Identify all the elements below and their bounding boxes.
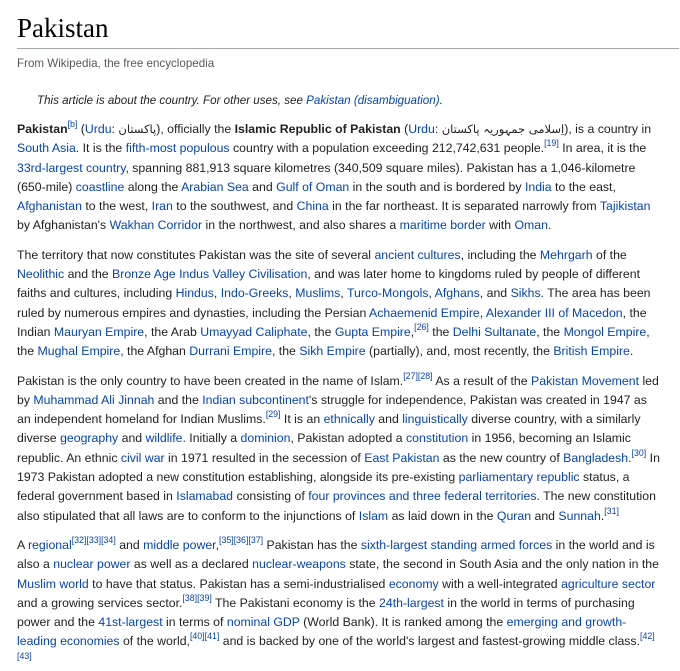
disambiguation-link[interactable]: Pakistan (disambiguation) [306,94,440,107]
link-provinces-and-territories[interactable]: four provinces and three federal territories [308,489,537,504]
text: state, the second in South Asia and the only nation in the [345,557,659,572]
text: , [340,286,347,301]
text: in the far northeast. It is separated narrowly from [328,199,600,214]
text: and [374,412,403,427]
footnote-link[interactable]: [29] [265,409,281,420]
text: . It is the [75,141,126,156]
text: Pakistan has the [263,537,361,552]
link-china[interactable]: China [296,199,329,214]
footnote-link[interactable]: [b] [67,119,78,129]
text: . The new constitution also stipulated that all laws are to conform to the injunctions of [17,489,656,523]
text: diverse country, with a similarly diverse [17,412,641,446]
link-agriculture-sector[interactable]: agriculture sector [561,576,656,591]
link-british-empire[interactable]: British Empire [553,344,630,359]
link-geography[interactable]: geography [60,431,119,446]
link-24th-largest[interactable]: 24th-largest [379,595,444,610]
bold-term: Pakistan [17,122,68,136]
text: and the [64,267,113,282]
link-umayyad-caliphate[interactable]: Umayyad Caliphate [200,324,308,339]
text: and [118,431,146,446]
text: : [111,122,119,136]
link-armed-forces[interactable]: sixth-largest standing armed forces [360,537,553,552]
link-constitution[interactable]: constitution [406,431,469,446]
urdu-link[interactable]: Urdu [408,122,435,136]
footnote-link[interactable]: [33] [86,534,102,545]
footnote-link[interactable]: [43] [17,650,32,661]
footnote-link[interactable]: [19] [544,138,559,149]
text: ( [400,122,409,136]
page-title: Pakistan [17,12,679,49]
text: , Pakistan adopted a [290,431,406,446]
text: as laid down in the [388,508,497,523]
paragraph-independence [17,372,662,526]
text: and [248,179,277,194]
text: in the world in terms of purchasing power and the [17,595,635,630]
link-islamabad[interactable]: Islamabad [176,489,234,504]
footnote-link[interactable]: [27] [403,370,418,381]
text: , [215,537,220,552]
text: A [17,537,28,552]
text: along the [124,179,182,194]
link-india[interactable]: India [524,179,552,194]
text: in the south and is bordered by [349,179,525,194]
footnote-link[interactable]: [37] [248,534,264,545]
text: to the southwest, and [172,199,297,214]
text: (World Bank). It is ranked among the [299,615,507,630]
text: In area, it is the [558,141,647,156]
text: with [485,218,515,233]
link-bronze-age[interactable]: Bronze Age [112,267,176,282]
link-dominion[interactable]: dominion [240,431,291,446]
text: with a well-integrated [438,576,562,591]
text: status, a federal government based in [17,470,630,504]
text: . [629,344,634,359]
text: as well as a declared [130,557,253,572]
footnote-link[interactable]: [38] [182,592,198,603]
link-wildlife[interactable]: wildlife [145,431,183,446]
text: : [434,122,442,136]
link-arabian-sea[interactable]: Arabian Sea [181,179,249,194]
text: 's struggle for independence, Pakistan was created in 1947 as an independent homeland for Indian Muslims. [17,392,647,427]
link-regional[interactable]: regional [27,537,72,552]
text: to have that status. Pakistan has a semi-industrialised [88,576,389,591]
text: ), is a country in [564,122,652,136]
link-mehrgarh[interactable]: Mehrgarh [539,247,593,262]
hatnote-end: . [439,94,443,107]
link-neolithic[interactable]: Neolithic [17,267,65,282]
text: , the Afghan [120,344,190,359]
text: , and [479,286,511,301]
link-ethnically[interactable]: ethnically [323,412,375,427]
footnote-link[interactable]: [40] [189,631,205,642]
text: by Afghanistan's [17,218,110,233]
link-bangladesh[interactable]: Bangladesh [563,450,629,465]
link-maritime-border[interactable]: maritime border [399,218,486,233]
link-hindus[interactable]: Hindus [175,286,214,301]
urdu-name: پاکستان [118,122,157,136]
footnote-link[interactable]: [39] [197,592,212,603]
link-middle-power[interactable]: middle power [143,537,216,552]
footnote-link[interactable]: [28] [417,370,433,381]
text: in the world and is also a [17,537,655,572]
link-wakhan-corridor[interactable]: Wakhan Corridor [109,218,203,233]
link-33rd-largest-country[interactable]: 33rd-largest country [17,160,126,175]
link-fifth-most-populous[interactable]: fifth-most populous [125,141,230,156]
link-alexander-iii[interactable]: Alexander III of Macedon [485,305,623,320]
text: The territory that now constitutes Pakistan was the site of several [17,247,375,262]
text: and [115,537,144,552]
text: , [410,324,415,339]
bold-term: Islamic Republic of Pakistan [234,122,401,136]
link-quran[interactable]: Quran [496,508,532,523]
link-muslims[interactable]: Muslims [295,286,341,301]
text: (partially), and, most recently, the [365,344,554,359]
text: . The area has been ruled by numerous empires and dynasties, including the Persian [17,286,651,320]
link-indian-subcontinent[interactable]: Indian subcontinent [202,392,309,407]
link-41st-largest[interactable]: 41st-largest [98,615,163,630]
link-turco-mongols[interactable]: Turco-Mongols [346,286,429,301]
text: Pakistan is the only country to have been created in the name of Islam. [17,373,404,388]
urdu-link[interactable]: Urdu [84,122,112,136]
link-parliamentary-republic[interactable]: parliamentary republic [458,470,580,485]
text: in the northwest, and also shares a [202,218,400,233]
text: and a growing services sector. [17,595,183,610]
link-gupta-empire[interactable]: Gupta Empire [334,324,411,339]
link-economy[interactable]: economy [388,576,439,591]
footnote-link[interactable]: [26] [414,321,429,332]
text: , the [536,324,564,339]
link-sunnah[interactable]: Sunnah [558,508,601,523]
hatnote-text: This article is about the country. For other uses, see [37,94,307,107]
link-ancient-cultures[interactable]: ancient cultures [374,247,461,262]
text: of the [592,247,627,262]
hatnote [37,92,670,110]
text: ( [77,122,85,136]
link-tajikistan[interactable]: Tajikistan [599,199,651,214]
site-tagline: From Wikipedia, the free encyclopedia [17,57,215,70]
link-indo-greeks[interactable]: Indo-Greeks [220,286,289,301]
link-sikh-empire[interactable]: Sikh Empire [299,344,366,359]
footnote-link[interactable]: [42] [640,631,655,642]
text: country with a population exceeding 212,742,631 people. [229,141,545,156]
text: led by [17,373,659,407]
text: . [547,218,552,233]
link-pakistan-movement[interactable]: Pakistan Movement [531,373,640,388]
text: in terms of [162,615,227,630]
text: In 1973 Pakistan adopted a new constitution establishing, alongside its pre-existing [17,450,660,485]
paragraph-intro [17,120,662,236]
link-afghanistan[interactable]: Afghanistan [17,199,82,214]
text: , and was later home to kingdoms ruled by people of different faiths and cultures, including [17,267,640,301]
text: , [288,286,296,301]
link-durrani-empire[interactable]: Durrani Empire [189,344,272,359]
text: , [213,286,221,301]
link-mughal-empire[interactable]: Mughal Empire [37,344,121,359]
link-iran[interactable]: Iran [151,199,173,214]
link-civil-war[interactable]: civil war [120,450,165,465]
urdu-official-name: اِسلامی جمہوریہ پاکستان [441,122,565,136]
text: ), officially the [156,122,235,136]
text: as the new country of [439,450,564,465]
text: and the [154,392,203,407]
text: , [479,305,486,320]
text: , the Indian [17,305,647,339]
link-oman[interactable]: Oman [514,218,548,233]
footnote-link[interactable]: [34] [101,534,116,545]
footnote-link[interactable]: [31] [604,505,619,516]
text: , the [17,324,650,359]
text: to the east, [551,179,616,194]
link-nominal-gdp[interactable]: nominal GDP [226,615,300,630]
text: . [628,450,632,465]
link-sikhs[interactable]: Sikhs [510,286,541,301]
text: to the west, [81,199,152,214]
text: the [428,324,453,339]
footnote-link[interactable]: [36] [233,534,249,545]
link-delhi-sultanate[interactable]: Delhi Sultanate [452,324,537,339]
text: , the Arab [144,324,201,339]
footnote-link[interactable]: [41] [204,631,220,642]
text: . Initially a [182,431,241,446]
link-emerging-economies[interactable]: emerging and growth-leading economies [17,615,627,649]
text: . [600,508,605,523]
text: , spanning 881,913 square kilometres (340,509 square miles). Pakistan has a 1,046-kilometre (650-mile) [17,160,636,194]
link-muslim-world[interactable]: Muslim world [17,576,89,591]
text: of the world, [119,634,190,649]
link-linguistically[interactable]: linguistically [402,412,468,427]
link-muhammad-ali-jinnah[interactable]: Muhammad Ali Jinnah [33,392,155,407]
link-mauryan-empire[interactable]: Mauryan Empire [53,324,145,339]
text: consisting of [233,489,309,504]
paragraph-economy [17,536,662,671]
text: in 1971 resulted in the secession of [164,450,365,465]
text: It is an [280,412,324,427]
text: As a result of the [432,373,532,388]
text: , including the [460,247,540,262]
link-achaemenid-empire[interactable]: Achaemenid Empire [369,305,480,320]
link-nuclear-weapons[interactable]: nuclear-weapons [252,557,346,572]
link-east-pakistan[interactable]: East Pakistan [364,450,440,465]
link-afghans[interactable]: Afghans [434,286,480,301]
footnote-link[interactable]: [32] [71,534,87,545]
text: and is backed by one of the world's largest and fastest-growing middle class. [219,634,640,649]
link-south-asia[interactable]: South Asia [17,141,76,156]
footnote-link[interactable]: [35] [219,534,234,545]
link-indus-valley-civilisation[interactable]: Indus Valley Civilisation [179,267,308,282]
link-coastline[interactable]: coastline [75,179,125,194]
paragraph-history [17,246,662,362]
text: , the [271,344,300,359]
text: , [428,286,435,301]
link-mongol-empire[interactable]: Mongol Empire [563,324,647,339]
link-nuclear-power[interactable]: nuclear power [53,557,131,572]
text: , the [307,324,335,339]
text: and [531,508,559,523]
link-islam[interactable]: Islam [358,508,389,523]
text: The Pakistani economy is the [211,595,380,610]
footnote-link[interactable]: [30] [631,447,647,458]
text: in 1956, becoming an Islamic republic. An ethnic [17,431,631,465]
link-gulf-of-oman[interactable]: Gulf of Oman [276,179,350,194]
